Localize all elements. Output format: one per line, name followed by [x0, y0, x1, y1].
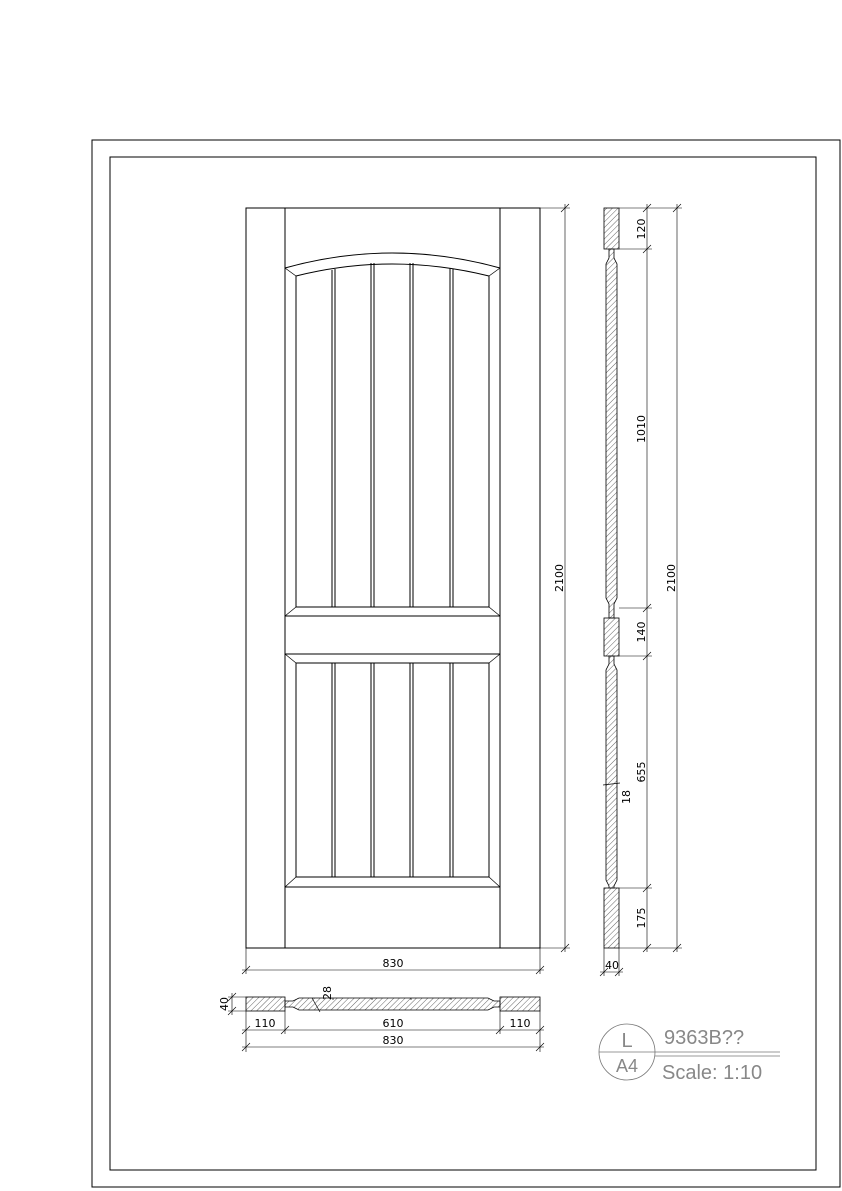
- side-upper-panel-label: 1010: [635, 415, 648, 443]
- side-overall-height-dimension: [652, 204, 682, 952]
- section-right-stile-label: 110: [509, 1017, 531, 1030]
- side-top-rail-label: 120: [635, 218, 648, 240]
- section-width-label: 830: [382, 1034, 404, 1047]
- side-mid-rail-label: 140: [635, 621, 648, 643]
- model-number: 9363B??: [664, 1027, 745, 1049]
- section-left-stile-label: 110: [254, 1017, 276, 1030]
- front-height-label: 2100: [553, 564, 566, 592]
- scale-label: Scale: 1:10: [662, 1062, 763, 1084]
- side-panel-thickness-label: 18: [620, 790, 633, 804]
- section-thickness-label: 40: [218, 997, 231, 1011]
- front-width-label: 830: [382, 957, 404, 970]
- lower-panel-grooves: [332, 663, 453, 877]
- door-side-section: [600, 204, 682, 976]
- title-block: [599, 1024, 780, 1084]
- side-segment-dimensions: [619, 204, 652, 952]
- side-overall-height-label: 2100: [665, 564, 678, 592]
- section-panel-label: 610: [382, 1017, 404, 1030]
- sheet-size: A4: [615, 1056, 639, 1076]
- upper-panel-grooves: [332, 263, 453, 607]
- door-horizontal-section: [218, 986, 544, 1052]
- section-panel-thickness-label: 28: [321, 986, 334, 1000]
- door-front-elevation: [242, 204, 570, 974]
- view-letter: L: [621, 1030, 633, 1052]
- front-width-dimension: [242, 948, 544, 974]
- side-bottom-rail-label: 175: [635, 907, 648, 929]
- side-lower-panel-label: 655: [635, 761, 648, 783]
- front-height-dimension: [540, 204, 570, 952]
- side-thickness-label: 40: [605, 959, 619, 972]
